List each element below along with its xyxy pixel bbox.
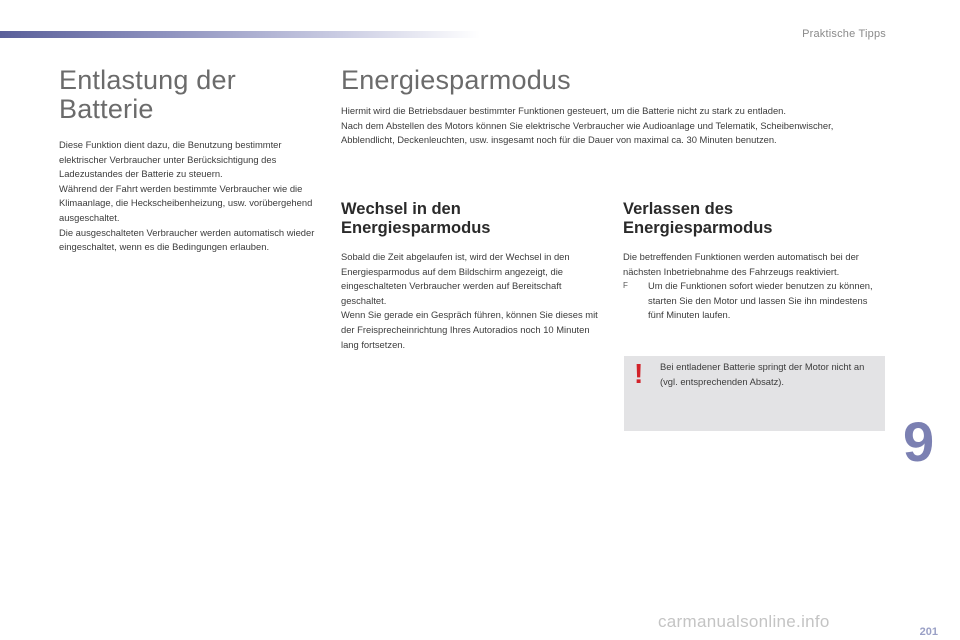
exit-section-title-line1: Verlassen des: [623, 200, 734, 218]
exit-section-title-line2: Energiesparmodus: [623, 219, 773, 237]
exit-energy-saving-section: [623, 200, 885, 323]
switch-section-title-line2: Energiesparmodus: [341, 219, 491, 237]
chapter-number: 9: [903, 410, 935, 473]
switch-section-title: [341, 200, 603, 238]
switch-section-paragraph-2: Wenn Sie gerade ein Gespräch führen, können Sie dieses mit der Freisprecheinrichtung Ihres Autoradios noch 10 Minuten lang fortsetzen.: [341, 309, 598, 350]
energy-saving-intro-1: Hiermit wird die Betriebsdauer bestimmter Funktionen gesteuert, um die Batterie nicht zu stark zu entladen.: [341, 105, 787, 116]
exit-section-title: [623, 200, 885, 238]
page-number: 201: [919, 626, 938, 638]
exit-section-bullet: [623, 279, 885, 323]
exit-section-paragraph-1: Die betreffenden Funktionen werden automatisch bei der nächsten Inbetriebnahme des Fahrzeugs reaktiviert.: [623, 251, 859, 277]
battery-relief-title-line1: Entlastung der: [59, 65, 236, 95]
switch-to-energy-saving-section: [341, 200, 603, 352]
warning-box: [624, 356, 885, 431]
bullet-arrow-icon: F: [623, 281, 628, 291]
energy-saving-header: [341, 66, 886, 148]
battery-relief-column: [59, 66, 321, 255]
energy-saving-intro-2: Nach dem Abstellen des Motors können Sie elektrische Verbraucher wie Audioanlage und Telematik, Scheibenwischer, Abblendlicht, Deckenleuchten, usw. insgesamt noch für die Dauer von maximal ca. 30 Minuten benutzen.: [341, 119, 834, 146]
battery-relief-paragraph-2: Während der Fahrt werden bestimmte Verbraucher wie die Klimaanlage, die Heckscheibenheizung, usw. vorübergehend ausgeschaltet.: [59, 182, 313, 223]
switch-section-title-line1: Wechsel in den: [341, 200, 461, 218]
watermark: carmanualsonline.info: [658, 612, 830, 631]
warning-text: Bei entladener Batterie springt der Motor nicht an (vgl. entsprechenden Absatz).: [660, 361, 865, 387]
energy-saving-title: Energiesparmodus: [341, 65, 571, 95]
exit-section-bullet-text: Um die Funktionen sofort wieder benutzen zu können, starten Sie den Motor und lassen Sie ihn mindestens fünf Minuten laufen.: [648, 280, 873, 321]
battery-relief-paragraph-1: Diese Funktion dient dazu, die Benutzung bestimmter elektrischer Verbraucher unter Berücksichtigung des Ladezustandes der Batterie zu steuern.: [59, 139, 282, 180]
warning-exclamation-icon: !: [634, 358, 644, 389]
battery-relief-title-line2: Batterie: [59, 94, 154, 124]
section-label: Praktische Tipps: [802, 28, 886, 40]
header-gradient-bar: [0, 31, 480, 38]
battery-relief-paragraph-3: Die ausgeschalteten Verbraucher werden automatisch wieder eingeschaltet, wenn es die Bedingungen erlauben.: [59, 226, 315, 253]
switch-section-paragraph-1: Sobald die Zeit abgelaufen ist, wird der Wechsel in den Energiesparmodus auf dem Bildschirm angezeigt, die eingeschalteten Verbraucher werden auf Bereitschaft geschaltet.: [341, 251, 570, 306]
battery-relief-title: [59, 66, 321, 124]
